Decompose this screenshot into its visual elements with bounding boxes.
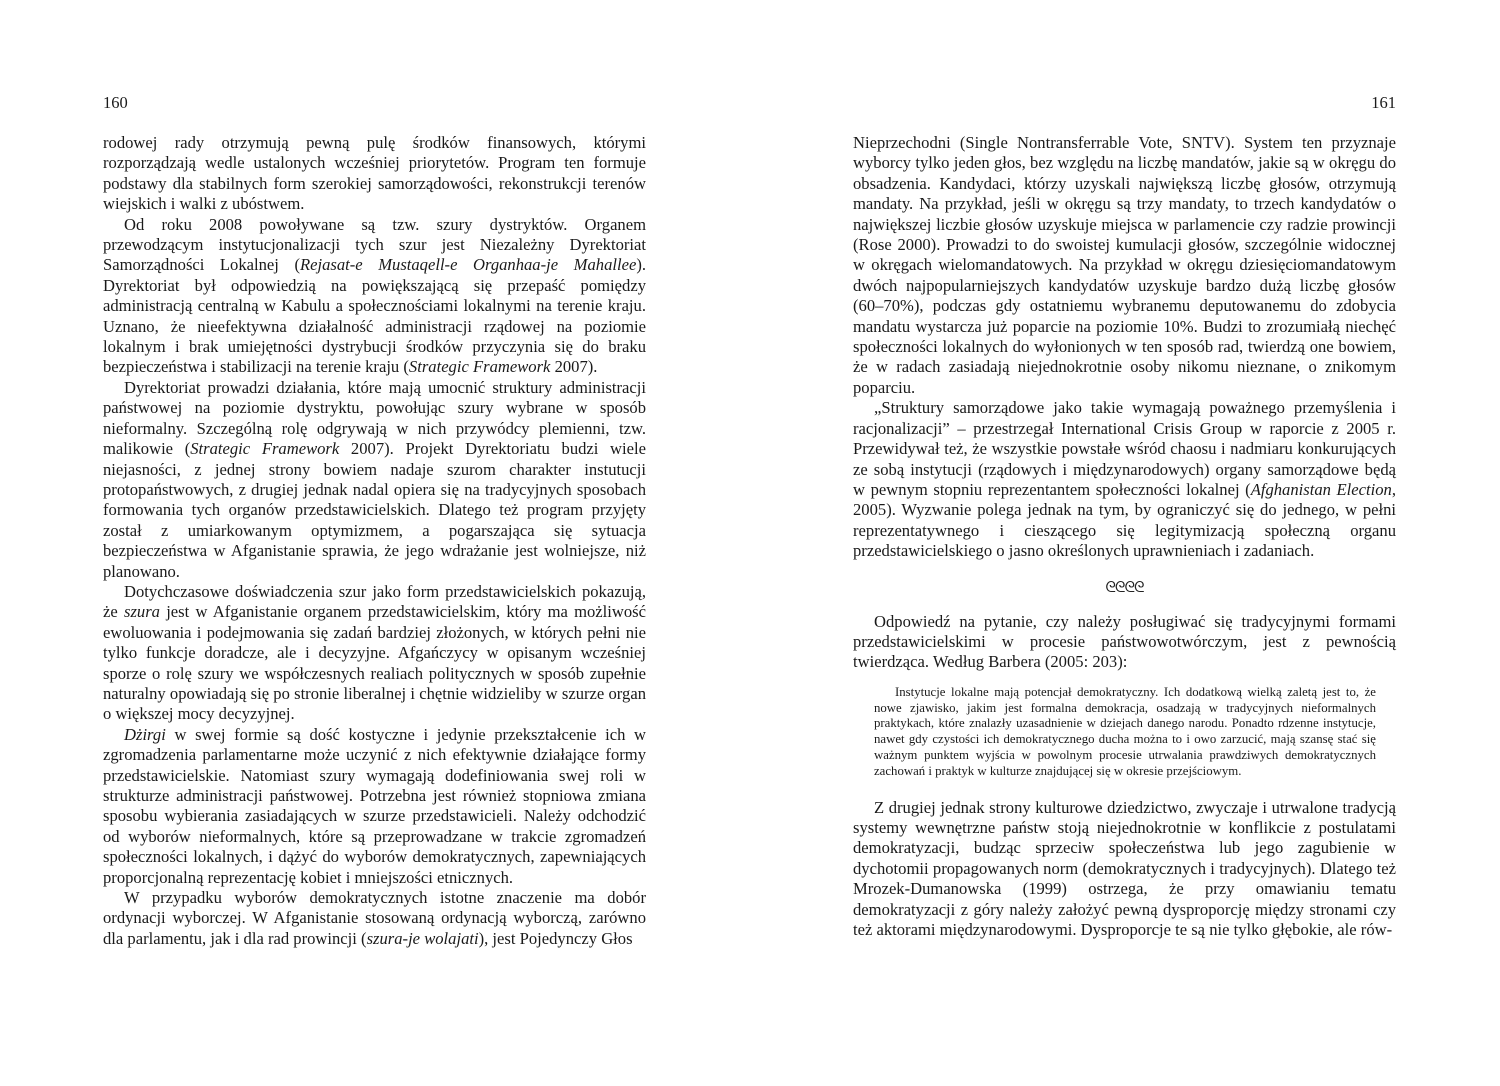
italic-text: Strategic Framework bbox=[190, 439, 340, 459]
text-run: Dotychczasowe doświadczenia szur jako form przedstawicielskich pokazują, że bbox=[103, 581, 646, 622]
page-number-right: 161 bbox=[1371, 93, 1396, 112]
text-run: Z drugiej jednak strony kulturowe dziedzictwo, zwyczaje i utrwalone tradycją systemy wewnętrzne państw stoją niejednokrotnie w konflikcie z postulatami demokratyzacji, budząc sprzeciw społeczeństwa lub jego zagubienie w dychotomii propagowanych norm (demokratycznych i tradycyjnych). Dlatego też Mrozek-Dumanowska (1999) ostrzega, że przy omawianiu tematu demokratyzacji z góry należy założyć pewną dysproporcję między stronami czy też aktorami międzynarodowymi. Dysproporcje te są nie tylko głębokie, ale rów- bbox=[853, 797, 1396, 939]
paragraph-p3 bbox=[103, 378, 646, 582]
block-quote bbox=[853, 685, 1396, 780]
right-paragraphs-middle bbox=[853, 612, 1396, 673]
paragraph-p1 bbox=[103, 133, 646, 215]
text-run: w swej formie są dość kostyczne i jedynie przekształcenie ich w zgromadzenia parlamentarne może uczynić z nich efektywnie działające formy przedstawicielskie. Natomiast szury wymagają dodefiniowania swej roli w strukturze administracji państwowej. Potrzebna jest również stopniowa zmiana sposobu wybierania zasiadających w szurze przedstawicieli. Należy odchodzić od wyborów nieformalnych, które są przeprowadzane w trakcie zgromadzeń społeczności lokalnych, i dążyć do wyborów demokratycznych, zapewniających proporcjonalną reprezentację kobiet i mniejszości etnicznych. bbox=[103, 724, 646, 887]
text-run: W przypadku wyborów demokratycznych istotne znaczenie ma dobór ordynacji wyborczej. W Afganistanie stosowaną ordynacją wyborczą, zarówno dla parlamentu, jak i dla rad prowincji ( bbox=[103, 888, 646, 948]
text-run: Odpowiedź na pytanie, czy należy posługiwać się tradycyjnymi formami przedstawicielskimi w procesie państwowotwórczym, jest z pewnością twierdząca. Według Barbera (2005: 203): bbox=[853, 611, 1396, 672]
text-run: , 2005). Wyzwanie polega jednak na tym, by ograniczyć się do jednego, w pełni reprezentatywnego i cieszącego się legitymizacją społeczną organu przedstawicielskiego o jasno określonych uprawnieniach i zadaniach. bbox=[853, 479, 1396, 561]
block-quote-text: Instytucje lokalne mają potencjał demokratyczny. Ich dodatkową wielką zaletą jest to, że nowe zjawisko, jakim jest formalna demokracja, osadzają w tradycyjnych nieformalnych praktykach, które znalazły uzasadnienie w dziejach danego narodu. Ponadto rdzenne instytucje, nawet gdy czystości ich demokratycznego ducha można to i owo zarzucić, mają szansę stać się ważnym punktem wyjścia w powolnym procesie utrwalania prawdziwych demokratycznych zachowań i praktyk w kulturze znajdującej się w okresie przejściowym. bbox=[874, 684, 1376, 778]
paragraph-p5 bbox=[103, 725, 646, 888]
paragraph-r2 bbox=[853, 398, 1396, 561]
right-page bbox=[750, 0, 1500, 1086]
text-run: Nieprzechodni (Single Nontransferrable Vote, SNTV). System ten przyznaje wyborcy tylko jeden głos, bez względu na liczbę mandatów, jakie są w okręgu do obsadzenia. Kandydaci, którzy uzyskali największą liczbę głosów, otrzymują mandaty. Na przykład, jeśli w okręgu są trzy mandaty, to trzech kandydatów o największej liczbie głosów uzyskuje miejsca w parlamencie czy radzie prowincji (Rose 2000). Prowadzi to do swoistej kumulacji głosów, szczególnie widocznej w okręgach wielomandatowych. Na przykład w okręgu dziesięciomandatowym dwóch najpopularniejszych kandydatów uzyskuje bardzo dużą liczbę głosów (60–70%), podczas gdy ostatniemu wybranemu deputowanemu do zdobycia mandatu wystarcza już poparcie na poziomie 10%. Budzi to zrozumiałą niechęć społeczności lokalnych do wyłonionych w ten sposób rad, twierdzą one bowiem, że w radach zasiadają niejednokrotnie osoby nikomu nieznane, o znikomym poparciu. bbox=[853, 133, 1396, 397]
text-run: ), jest Pojedynczy Głos bbox=[478, 928, 633, 948]
right-paragraphs-top bbox=[853, 133, 1396, 562]
paragraph-r4 bbox=[853, 798, 1396, 941]
text-run: Dyrektoriat prowadzi działania, które mają umocnić struktury administracji państwowej na poziomie dystryktu, powołując szury wybrane w sposób nieformalny. Szczególną rolę odgrywają w nich przywódcy plemienni, tzw. malikowie ( bbox=[103, 377, 646, 459]
italic-text: Strategic Framework bbox=[408, 357, 551, 377]
page-number-left: 160 bbox=[103, 93, 128, 112]
paragraph-r1 bbox=[853, 133, 1396, 398]
italic-text: szura bbox=[123, 602, 160, 622]
paragraph-p2 bbox=[103, 215, 646, 378]
text-run: jest w Afganistanie organem przedstawicielskim, który ma możliwość ewoluowania i podejmowania się zadań bardziej złożonych, w których pełni nie tylko funkcje doradcze, ale i decyzyjne. Afgańczycy w opisanym wcześniej sporze o rolę szury we współczesnych realiach politycznych w sposób zupełnie naturalny opowiadają się po stronie liberalnej i chętnie widzieliby w szurze organ o większej mocy decyzyjnej. bbox=[103, 602, 646, 724]
right-text-block bbox=[853, 133, 1396, 940]
text-run: „Struktury samorządowe jako takie wymagają poważnego przemyślenia i racjonalizacji” – przestrzegał International Crisis Group w raporcie z 2005 r. Przewidywał też, że wszystkie powstałe wśród chaosu i nadmiaru konkurujących ze sobą instytucji (rządowych i międzynarodowych) organy samorządowe będą w pewnym stopniu reprezentantem społeczności lokalnej ( bbox=[853, 398, 1396, 499]
right-paragraphs-bottom bbox=[853, 798, 1396, 941]
paragraph-p6 bbox=[103, 888, 646, 949]
italic-text: Rejasat-e Mustaqell-e Organhaa-je Mahallee bbox=[299, 255, 637, 275]
paragraph-r3 bbox=[853, 612, 1396, 673]
text-run: 2007). Projekt Dyrektoriatu budzi wiele niejasności, z jednej strony bowiem nadaje szurom charakter instutucji protopaństwowych, z drugiej jednak nadal opiera się na tradycyjnych sposobach formowania tych organów przedstawicielskich. Dlatego też program przyjęty został z umiarkowanym optymizmem, a pogarszająca się sytuacja bezpieczeństwa w Afganistanie sprawia, że jego wdrażanie jest wolniejsze, niż planowano. bbox=[103, 439, 646, 581]
section-ornament: ᘓᘓᘓᘓ bbox=[1105, 579, 1144, 596]
left-text-block bbox=[103, 133, 646, 949]
text-run: ). Dyrektoriat był odpowiedzią na powiększającą się przepaść pomiędzy administracją centralną w Kabulu a społecznościami lokalnymi na terenie kraju. Uznano, że nieefektywna działalność administracji rządowej na poziomie lokalnym i brak umiejętności dystrybucji środków przyczynia się do braku bezpieczeństwa i stabilizacji na terenie kraju ( bbox=[103, 255, 647, 377]
italic-text: Afghanistan Election bbox=[1250, 479, 1392, 499]
text-run: rodowej rady otrzymują pewną pulę środków finansowych, którymi rozporządzają wedle ustalonych wcześniej priorytetów. Program ten formuje podstawy dla stabilnych form szerokiej samorządowości, rekonstrukcji terenów wiejskich i walki z ubóstwem. bbox=[103, 133, 646, 214]
italic-text: Dżirgi bbox=[124, 724, 166, 744]
paragraph-p4 bbox=[103, 582, 646, 725]
italic-text: szura-je wolajati bbox=[366, 928, 479, 948]
text-run: 2007). bbox=[550, 357, 598, 377]
text-run: Od roku 2008 powoływane są tzw. szury dystryktów. Organem przewodzącym instytucjonalizacji tych szur jest Niezależny Dyrektoriat Samorządności Lokalnej ( bbox=[103, 214, 646, 275]
